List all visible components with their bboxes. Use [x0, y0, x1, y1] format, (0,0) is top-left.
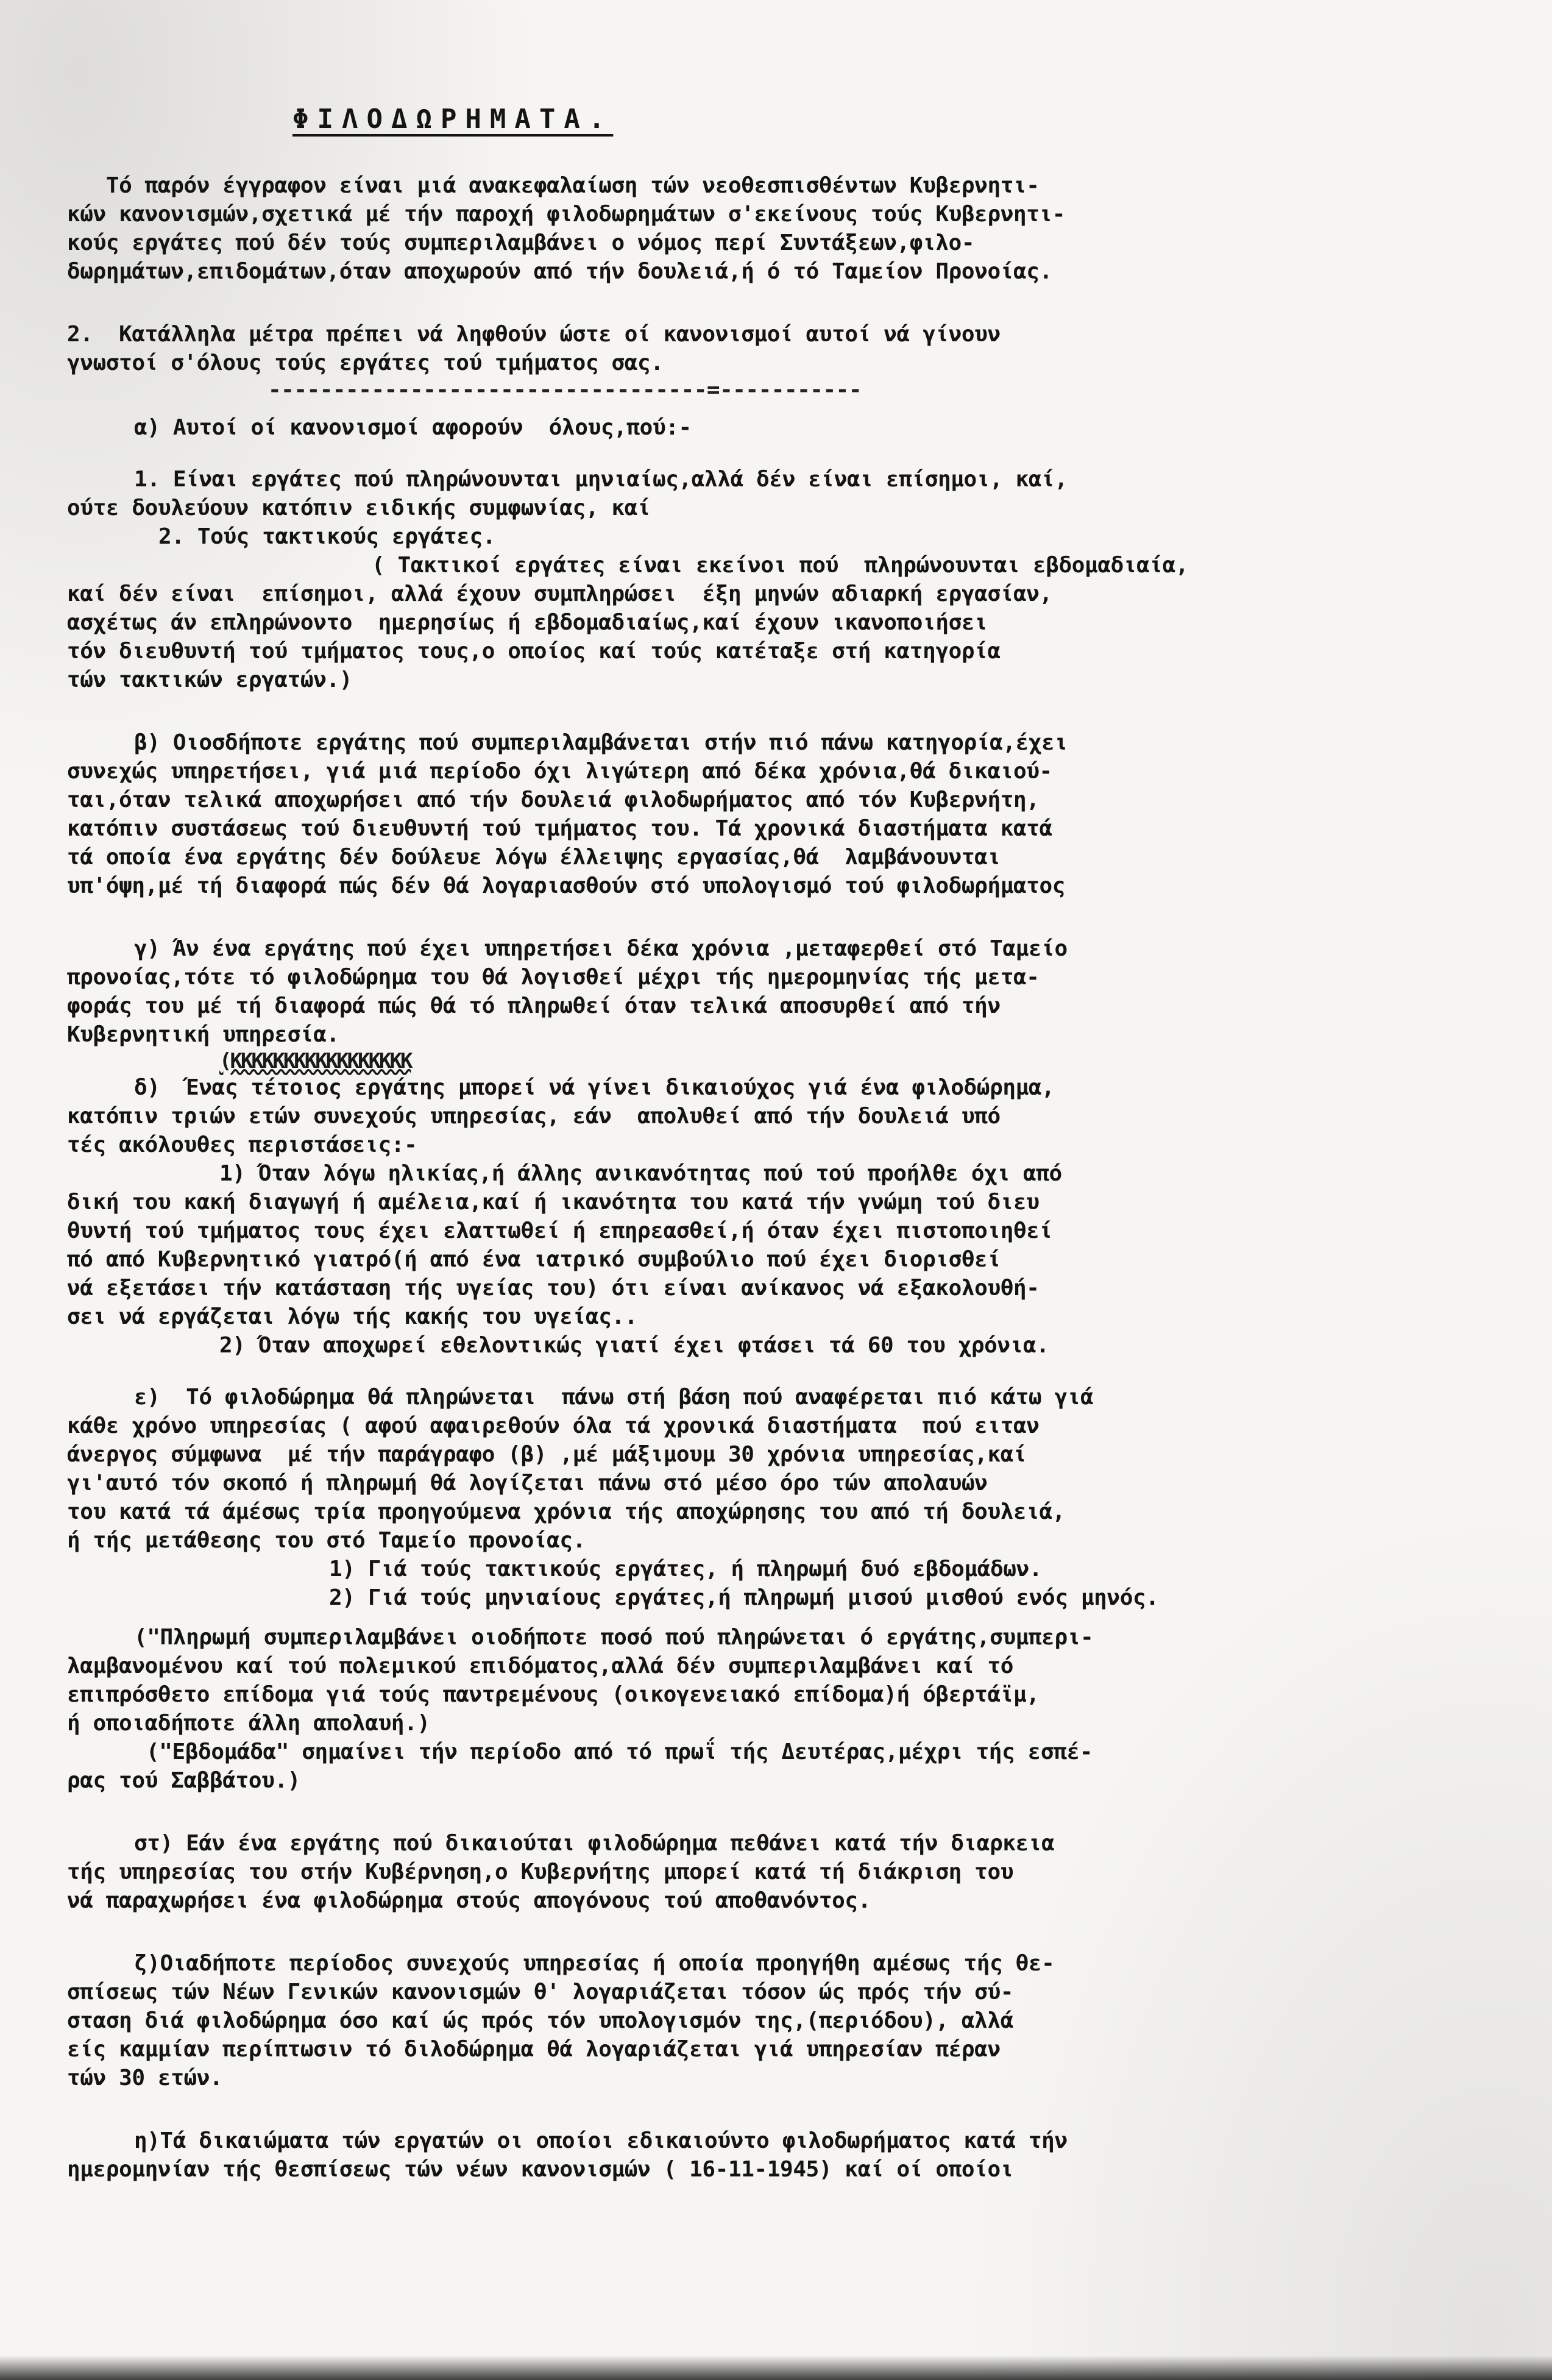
text-line: ται,όταν τελικά αποχωρήσει από τήν δουλειά φιλοδωρήματος από τόν Κυβερνήτη,	[67, 787, 1040, 812]
section-c	[67, 934, 1503, 1049]
text-line: δ) Ένας τέτοιος εργάτης μπορεί νά γίνει δικαιούχος γιά ένα φιλοδώρημα,	[134, 1075, 1055, 1100]
text-line: άνεργος σύμφωνα μέ τήν παράγραφο (β) ,μέ μάξιμουμ 30 χρόνια υπηρεσίας,καί	[67, 1442, 1027, 1467]
text-line: θυντή τού τμήματος τους έχει ελαττωθεί ή επηρεασθεί,ή όταν έχει πιστοποιηθεί	[67, 1218, 1052, 1243]
text-line: επιπρόσθετο επίδομα γιά τούς παντρεμένους (οικογενειακό επίδομα)ή όβερτάϊμ,	[67, 1682, 1040, 1707]
text-line: κατόπιν τριών ετών συνεχούς υπηρεσίας, εάν απολυθεί από τήν δουλειά υπό	[67, 1104, 1001, 1129]
text-line: είς καμμίαν περίπτωσιν τό διλοδώρημα θά λογαριάζεται γιά υπηρεσίαν πέραν	[67, 2037, 1001, 2062]
text-line: τών τακτικών εργατών.)	[67, 667, 353, 692]
text-line: 1) Όταν λόγω ηλικίας,ή άλλης ανικανότητας πού τού προήλθε όχι από	[219, 1161, 1062, 1186]
section-a-item-2: 2. Τούς τακτικούς εργάτες.	[158, 524, 496, 549]
text-line: τά οποία ένα εργάτης δέν δούλευε λόγω έλλειψης εργασίας,θά λαμβάνουνται	[67, 845, 1001, 870]
text-line: σπίσεως τών Νέων Γενικών κανονισμών θ' λογαριάζεται τόσον ώς πρός τήν σύ-	[67, 1980, 1013, 2005]
text-line: του κατά τά άμέσως τρία προηγούμενα χρόνια τής αποχώρησης του από τή δουλειά,	[67, 1499, 1066, 1524]
text-line: ("Πληρωμή συμπεριλαμβάνει οιοδήποτε ποσό πού πληρώνεται ό εργάτης,συμπερι-	[134, 1625, 1094, 1650]
text-line: γνωστοί σ'όλους τούς εργάτες τού τμήματος σας.	[67, 350, 664, 375]
text-line: τές ακόλουθες περιστάσεις:-	[67, 1132, 417, 1157]
section-h	[67, 2126, 1503, 2184]
section-e-item-1: 1) Γιά τούς τακτικούς εργάτες, ή πληρωμή δυό εβδομάδων.	[329, 1557, 1043, 1582]
text-line: ε) Τό φιλοδώρημα θά πληρώνεται πάνω στή βάση πού αναφέρεται πιό κάτω γιά	[134, 1385, 1094, 1410]
section-e-note-payment	[67, 1623, 1503, 1738]
text-line: υπ'όψη,μέ τή διαφορά πώς δέν θά λογαριασθούν στό υπολογισμό τού φιλοδωρήματος	[67, 873, 1066, 898]
section-d-item-2: 2) Όταν αποχωρεί εθελοντικώς γιατί έχει φτάσει τά 60 του χρόνια.	[219, 1333, 1049, 1358]
text-line: καί δέν είναι επίσημοι, αλλά έχουν συμπληρώσει έξη μηνών αδιαρκή εργασίαν,	[67, 581, 1052, 606]
text-line: γ) Άν ένα εργάτης πού έχει υπηρετήσει δέκα χρόνια ,μεταφερθεί στό Ταμείο	[134, 936, 1068, 961]
text-line: 1. Είναι εργάτες πού πληρώνουνται μηνιαίως,αλλά δέν είναι επίσημοι, καί,	[134, 467, 1068, 492]
section-d	[67, 1073, 1503, 1159]
section-d-item-1	[67, 1159, 1503, 1331]
text-line: ασχέτως άν επληρώνοντο ημερησίως ή εβδομαδιαίως,καί έχουν ικανοποιήσει	[67, 610, 988, 635]
text-line: νά εξετάσει τήν κατάσταση τής υγείας του) ότι είναι ανίκανος νά εξακολουθή-	[67, 1276, 1040, 1301]
text-line: 2. Κατάλληλα μέτρα πρέπει νά ληφθούν ώστε οί κανονισμοί αυτοί νά γίνουν	[67, 322, 1001, 347]
text-line: στ) Εάν ένα εργάτης πού δικαιούται φιλοδώρημα πεθάνει κατά τήν διαρκεια	[134, 1831, 1055, 1856]
section-a-item-1	[67, 465, 1503, 522]
document-title: ΦΙΛΟΔΩΡΗΜΑΤΑ.	[292, 104, 614, 135]
text-line: συνεχώς υπηρετήσει, γιά μιά περίοδο όχι λιγώτερη από δέκα χρόνια,θά δικαιού-	[67, 759, 1052, 784]
text-line: κούς εργάτες πού δέν τούς συμπεριλαμβάνει ο νόμος περί Συντάξεων,φιλο-	[67, 230, 975, 255]
text-line: ρας τού Σαββάτου.)	[67, 1768, 300, 1793]
text-line: τών 30 ετών.	[67, 2066, 223, 2090]
text-line: ούτε δουλεύουν κατόπιν ειδικής συμφωνίας, καί	[67, 496, 651, 520]
text-line: δική του κακή διαγωγή ή αμέλεια,καί ή ικανότητα του κατά τήν γνώμη τού διευ	[67, 1190, 1040, 1215]
text-line: ημερομηνίαν τής θεσπίσεως τών νέων κανονισμών ( 16-11-1945) καί οί οποίοι	[67, 2157, 1013, 2182]
text-line: ή οποιαδήποτε άλλη απολαυή.)	[67, 1711, 430, 1736]
text-line: β) Οιοσδήποτε εργάτης πού συμπεριλαμβάνεται στήν πιό πάνω κατηγορία,έχει	[134, 730, 1068, 755]
text-line: πό από Κυβερνητικό γιατρό(ή από ένα ιατρικό συμβούλιο πού έχει διορισθεί	[67, 1247, 1001, 1272]
text-line: ("Εβδομάδα" σημαίνει τήν περίοδο από τό πρωΐ τής Δευτέρας,μέχρι τής εσπέ-	[146, 1739, 1093, 1764]
text-line: γι'αυτό τόν σκοπό ή πληρωμή θά λογίζεται πάνω στό μέσο όρο τών απολαυών	[67, 1471, 988, 1496]
text-line: δωρημάτων,επιδομάτων,όταν αποχωρούν από τήν δουλειά,ή ό τό Ταμείον Προνοίας.	[67, 259, 1052, 284]
text-line: σταση διά φιλοδώρημα όσο καί ώς πρός τόν υπολογισμόν της,(περιόδου), αλλά	[67, 2008, 1013, 2033]
text-line: τόν διευθυντή τού τμήματος τους,ο οποίος καί τούς κατέταξε στή κατηγορία	[67, 639, 1001, 664]
text-line: ( Τακτικοί εργάτες είναι εκείνοι πού πληρώνουνται εβδομαδιαία,	[372, 553, 1189, 578]
section-b	[67, 728, 1503, 900]
text-line: ή τής μετάθεσης του στό Ταμείο προνοίας.	[67, 1528, 586, 1553]
text-line: Τό παρόν έγγραφον είναι μιά ανακεφαλαίωση τών νεοθεσπισθέντων Κυβερνητι-	[67, 173, 1040, 198]
text-line: φοράς του μέ τή διαφορά πώς θά τό πληρωθεί όταν τελικά αποσυρθεί από τήν	[67, 993, 1001, 1018]
section-e-note-week	[67, 1738, 1503, 1795]
text-line: ζ)Οιαδήποτε περίοδος συνεχούς υπηρεσίας ή οποία προηγήθη αμέσως τής θε-	[134, 1951, 1055, 1976]
text-line: κατόπιν συστάσεως τού διευθυντή τού τμήματος του. Τά χρονικά διαστήματα κατά	[67, 816, 1052, 841]
section-e-item-2: 2) Γιά τούς μηνιαίους εργάτες,ή πληρωμή μισού μισθού ενός μηνός.	[329, 1585, 1159, 1610]
text-line: κάθε χρόνο υπηρεσίας ( αφού αφαιρεθούν όλα τά χρονικά διαστήματα πού ειταν	[67, 1413, 1040, 1438]
text-line: νά παραχωρήσει ένα φιλοδώρημα στούς απογόνους τού αποθανόντος.	[67, 1888, 871, 1913]
struck-out-text: (KKKKKKKKKKKKKKKKK	[219, 1049, 411, 1073]
section-a-heading: α) Αυτοί οί κανονισμοί αφορούν όλους,πού:-	[134, 415, 692, 440]
text-line: η)Τά δικαιώματα τών εργατών οι οποίοι εδικαιούντο φιλοδωρήματος κατά τήν	[134, 2128, 1068, 2153]
text-line: λαμβανομένου καί τού πολεμικού επιδόματος,αλλά δέν συμπεριλαμβάνει καί τό	[67, 1654, 1013, 1678]
text-line: προνοίας,τότε τό φιλοδώρημα του θά λογισθεί μέχρι τής ημερομηνίας τής μετα-	[67, 965, 1040, 990]
text-line: κών κανονισμών,σχετικά μέ τήν παροχή φιλοδωρημάτων σ'εκείνους τούς Κυβερνητι-	[67, 202, 1066, 227]
section-z	[67, 1949, 1503, 2092]
text-line: τής υπηρεσίας του στήν Κυβέρνηση,ο Κυβερνήτης μπορεί κατά τή διάκριση του	[67, 1860, 1013, 1884]
section-e	[67, 1383, 1503, 1555]
scan-edge-shadow	[0, 2356, 1552, 2380]
separator-line: ----------------------------------=-----------	[268, 377, 862, 402]
paragraph-2	[67, 320, 1503, 377]
section-st	[67, 1829, 1503, 1915]
text-line: σει νά εργάζεται λόγω τής κακής του υγείας..	[67, 1304, 638, 1329]
section-a-item-2-note	[67, 551, 1503, 694]
intro-paragraph	[67, 171, 1503, 286]
text-line: Κυβερνητική υπηρεσία.	[67, 1022, 339, 1047]
